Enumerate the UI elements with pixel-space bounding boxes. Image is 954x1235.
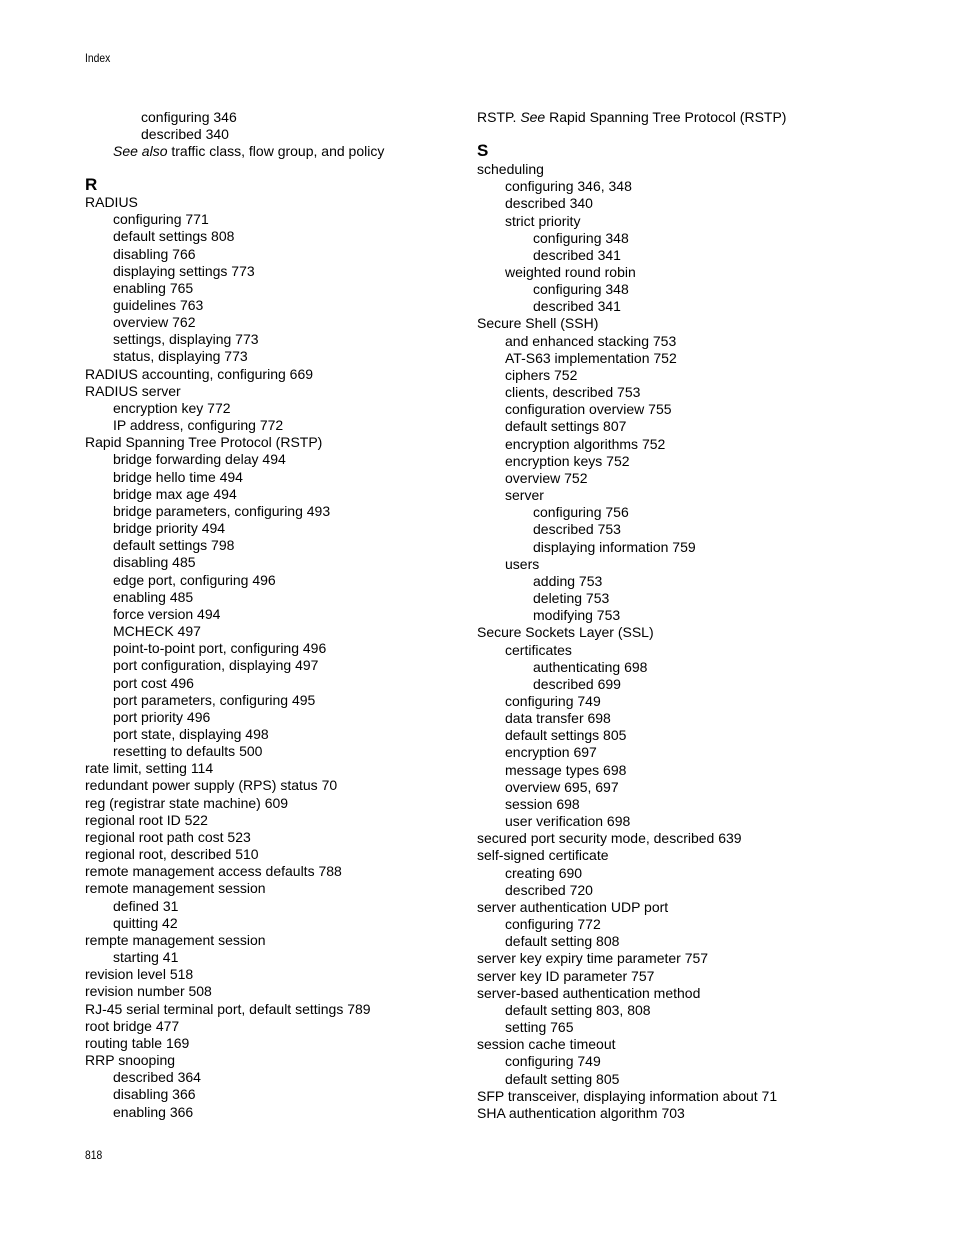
index-subentry: default settings 805: [505, 727, 627, 744]
index-entry: routing table 169: [85, 1034, 190, 1051]
index-subentry: creating 690: [505, 864, 583, 881]
index-entry: server authentication UDP port: [477, 898, 669, 915]
index-subentry: described 340: [141, 126, 229, 143]
cross-reference-keyword: See also: [113, 143, 168, 160]
index-subentry: configuring 771: [113, 211, 209, 228]
index-entry: remote management session: [85, 880, 266, 897]
index-subentry: overview 695, 697: [505, 778, 619, 795]
index-entry: revision level 518: [85, 966, 194, 983]
index-subentry: authenticating 698: [533, 658, 648, 675]
index-entry: revision number 508: [85, 983, 212, 1000]
index-subentry: configuring 772: [505, 916, 601, 932]
index-subentry: certificates: [505, 641, 572, 658]
index-subentry: configuring 756: [533, 504, 629, 521]
index-cross-reference: [113, 143, 384, 160]
index-entry: self-signed certificate: [477, 847, 609, 864]
index-subentry: described 340: [505, 195, 593, 212]
index-subentry: configuring 348: [533, 229, 629, 246]
index-subentry: defined 31: [113, 897, 179, 914]
index-subentry: encryption key 772: [113, 399, 231, 416]
index-cross-reference: [477, 109, 786, 126]
page-number: 818: [85, 1148, 103, 1162]
index-entry: scheduling: [477, 161, 544, 177]
index-entry: secured port security mode, described 639: [477, 830, 742, 847]
index-subentry: described 699: [533, 675, 621, 692]
index-subentry: default setting 805: [505, 1070, 620, 1087]
index-entry: redundant power supply (RPS) status 70: [85, 777, 338, 794]
index-subentry: displaying settings 773: [113, 262, 255, 279]
index-subentry: disabling 485: [113, 554, 196, 571]
index-subentry: user verification 698: [505, 813, 631, 830]
index-entry: root bridge 477: [85, 1017, 180, 1034]
index-subentry: clients, described 753: [505, 384, 641, 401]
index-subentry: encryption keys 752: [505, 452, 630, 469]
index-subentry: enabling 366: [113, 1103, 194, 1120]
index-subentry: overview 762: [113, 314, 196, 331]
index-subentry: setting 765: [505, 1019, 574, 1035]
index-entry: Rapid Spanning Tree Protocol (RSTP): [85, 434, 323, 451]
index-subentry: force version 494: [113, 605, 221, 622]
index-subentry: default settings 808: [113, 228, 235, 245]
index-entry: Secure Shell (SSH): [477, 315, 599, 332]
index-subentry: default settings 807: [505, 418, 627, 435]
index-subentry: port cost 496: [113, 674, 194, 691]
index-subentry: modifying 753: [533, 607, 621, 624]
index-subentry: adding 753: [533, 572, 603, 589]
index-subentry: guidelines 763: [113, 297, 204, 313]
index-subentry: configuring 346, 348: [505, 178, 632, 195]
index-subentry: settings, displaying 773: [113, 331, 259, 348]
index-subentry: described 753: [533, 521, 621, 538]
index-entry: server key expiry time parameter 757: [477, 950, 709, 967]
index-entry: session cache timeout: [477, 1036, 616, 1053]
index-subentry: strict priority: [505, 212, 581, 229]
index-subentry: deleting 753: [533, 590, 610, 606]
index-subentry: described 341: [533, 298, 621, 315]
index-subentry: and enhanced stacking 753: [505, 332, 677, 349]
index-subentry: bridge max age 494: [113, 485, 237, 502]
index-subentry: resetting to defaults 500: [113, 743, 263, 760]
index-entry: server key ID parameter 757: [477, 967, 655, 984]
index-entry: RADIUS accounting, configuring 669: [85, 365, 314, 382]
index-subentry: enabling 485: [113, 588, 194, 605]
index-subentry: port parameters, configuring 495: [113, 691, 316, 708]
index-subentry: port priority 496: [113, 708, 211, 725]
cross-reference-target: Rapid Spanning Tree Protocol (RSTP): [545, 109, 787, 125]
index-subentry: described 720: [505, 881, 593, 898]
index-subentry: users: [505, 555, 540, 572]
index-entry: Secure Sockets Layer (SSL): [477, 624, 654, 641]
index-subentry: bridge parameters, configuring 493: [113, 502, 331, 519]
index-subentry: ciphers 752: [505, 366, 578, 383]
index-subentry: overview 752: [505, 469, 588, 486]
index-subentry: quitting 42: [113, 914, 178, 931]
index-subentry: configuring 749: [505, 1053, 601, 1070]
cross-reference-keyword: See: [520, 109, 546, 125]
index-section-letter: R: [85, 175, 98, 194]
index-subentry: displaying information 759: [533, 538, 696, 555]
index-entry: RADIUS server: [85, 382, 181, 399]
index-subentry: bridge forwarding delay 494: [113, 451, 286, 468]
index-entry: RJ-45 serial terminal port, default settings 789: [85, 1000, 371, 1017]
index-section-letter: S: [477, 141, 489, 160]
index-subentry: point-to-point port, configuring 496: [113, 640, 327, 657]
index-subentry: server: [505, 487, 544, 503]
index-entry: reg (registrar state machine) 609: [85, 794, 289, 811]
index-subentry: disabling 766: [113, 245, 196, 262]
index-entry: regional root, described 510: [85, 846, 259, 863]
cross-reference-term: RSTP.: [477, 109, 521, 125]
index-subentry: encryption 697: [505, 744, 597, 761]
cross-reference-target: traffic class, flow group, and policy: [167, 143, 385, 160]
index-subentry: AT-S63 implementation 752: [505, 349, 677, 366]
index-subentry: weighted round robin: [505, 264, 636, 280]
index-subentry: port state, displaying 498: [113, 726, 269, 742]
index-subentry: starting 41: [113, 949, 179, 965]
index-entry: SHA authentication algorithm 703: [477, 1104, 685, 1121]
index-subentry: configuring 348: [533, 281, 629, 298]
index-subentry: encryption algorithms 752: [505, 435, 666, 452]
running-header: Index: [85, 51, 111, 65]
index-subentry: configuring 346: [141, 109, 237, 125]
index-entry: rate limit, setting 114: [85, 760, 214, 777]
index-entry: remote management access defaults 788: [85, 863, 342, 880]
index-entry: regional root ID 522: [85, 811, 208, 828]
index-subentry: default setting 808: [505, 933, 620, 950]
index-subentry: bridge hello time 494: [113, 468, 243, 485]
index-entry: SFP transceiver, displaying information about 71: [477, 1087, 778, 1104]
index-entry: rempte management session: [85, 931, 266, 948]
index-subentry: enabling 765: [113, 279, 194, 296]
index-subentry: message types 698: [505, 761, 627, 778]
index-subentry: default setting 803, 808: [505, 1001, 651, 1018]
index-subentry: MCHECK 497: [113, 623, 201, 639]
index-entry: server-based authentication method: [477, 984, 701, 1001]
index-subentry: edge port, configuring 496: [113, 571, 276, 588]
index-subentry: bridge priority 494: [113, 520, 226, 536]
index-subentry: default settings 798: [113, 537, 235, 554]
index-subentry: configuring 749: [505, 693, 601, 709]
index-subentry: IP address, configuring 772: [113, 417, 284, 434]
index-subentry: configuration overview 755: [505, 401, 672, 418]
index-subentry: status, displaying 773: [113, 348, 248, 365]
index-subentry: port configuration, displaying 497: [113, 657, 319, 674]
index-entry: regional root path cost 523: [85, 828, 251, 845]
index-entry: RRP snooping: [85, 1052, 176, 1068]
index-subentry: disabling 366: [113, 1086, 196, 1103]
index-entry: RADIUS: [85, 194, 138, 210]
index-subentry: described 364: [113, 1069, 201, 1086]
index-subentry: data transfer 698: [505, 710, 611, 727]
index-subentry: described 341: [533, 246, 621, 263]
index-subentry: session 698: [505, 795, 580, 812]
